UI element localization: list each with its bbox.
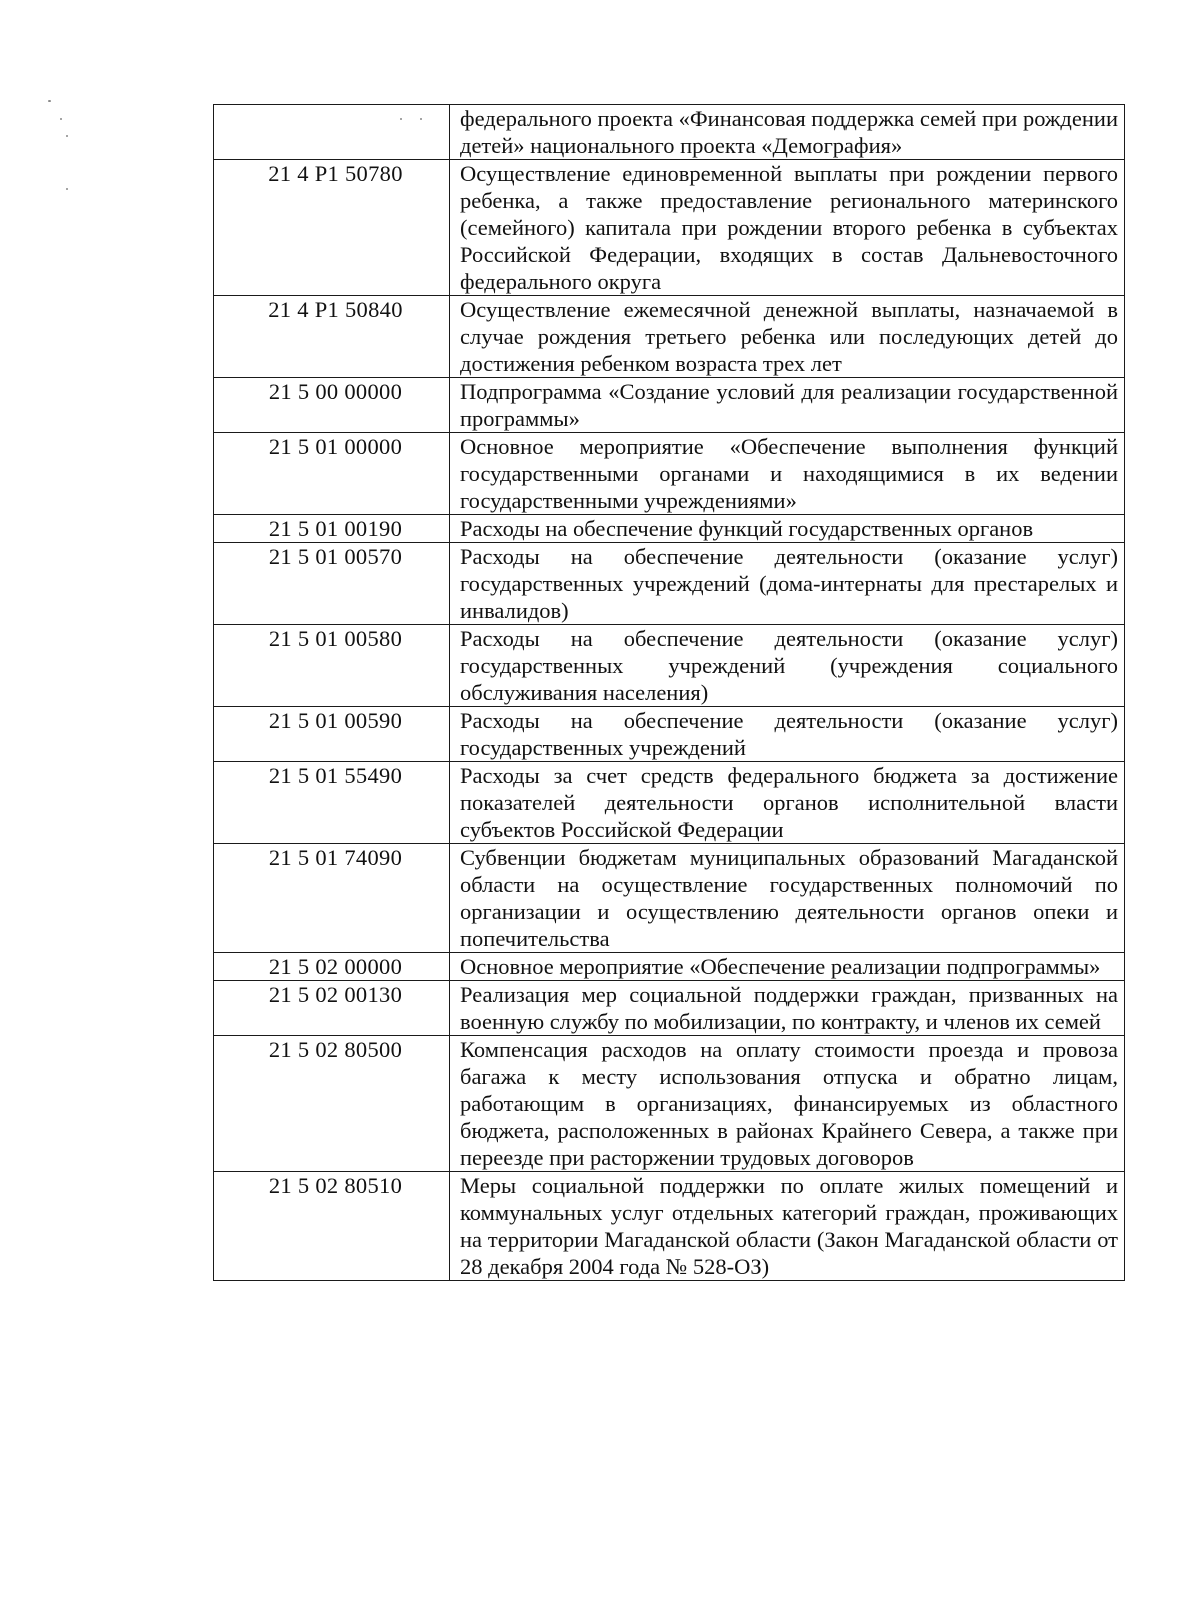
description-cell: Расходы за счет средств федерального бюджета за достижение показателей деятельности органов исполнительной власти субъектов Российской Федерации — [450, 762, 1125, 844]
description-cell: Основное мероприятие «Обеспечение выполнения функций государственными органами и находящимися в их ведении государственными учреждениями» — [450, 433, 1125, 515]
description-cell: Осуществление единовременной выплаты при рождении первого ребенка, а также предоставление регионального материнского (семейного) капитала при рождении второго ребенка в субъектах Российской Федерации, входящих в состав Дальневосточного федерального округа — [450, 160, 1125, 296]
description-cell: Компенсация расходов на оплату стоимости проезда и провоза багажа к месту использования отпуска и обратно лицам, работающим в организациях, финансируемых из областного бюджета, расположенных в районах Крайнего Севера, а также при переезде при расторжении трудовых договоров — [450, 1036, 1125, 1172]
scan-speck — [66, 188, 68, 190]
description-cell: Реализация мер социальной поддержки граждан, призванных на военную службу по мобилизации, по контракту, и членов их семей — [450, 981, 1125, 1036]
description-cell: Расходы на обеспечение деятельности (оказание услуг) государственных учреждений (учреждения социального обслуживания населения) — [450, 625, 1125, 707]
table-row — [214, 543, 1125, 625]
code-cell: 21 4 P1 50780 — [214, 160, 450, 296]
code-cell: 21 5 01 00000 — [214, 433, 450, 515]
code-cell: 21 5 01 00190 — [214, 515, 450, 543]
table-row — [214, 707, 1125, 762]
code-cell: 21 4 P1 50840 — [214, 296, 450, 378]
code-cell: 21 5 02 80510 — [214, 1172, 450, 1281]
scan-speck — [60, 118, 62, 120]
table-row — [214, 953, 1125, 981]
code-cell: 21 5 02 00130 — [214, 981, 450, 1036]
description-cell: федерального проекта «Финансовая поддержка семей при рождении детей» национального проекта «Демография» — [450, 105, 1125, 160]
description-cell: Осуществление ежемесячной денежной выплаты, назначаемой в случае рождения третьего ребенка или последующих детей до достижения ребенком возраста трех лет — [450, 296, 1125, 378]
table-row — [214, 981, 1125, 1036]
description-cell: Расходы на обеспечение деятельности (оказание услуг) государственных учреждений — [450, 707, 1125, 762]
table-row — [214, 433, 1125, 515]
table-row — [214, 378, 1125, 433]
description-cell: Меры социальной поддержки по оплате жилых помещений и коммунальных услуг отдельных категорий граждан, проживающих на территории Магаданской области (Закон Магаданской области от 28 декабря 2004 года № 528-ОЗ) — [450, 1172, 1125, 1281]
code-cell: 21 5 01 55490 — [214, 762, 450, 844]
code-cell: 21 5 02 00000 — [214, 953, 450, 981]
description-cell: Субвенции бюджетам муниципальных образований Магаданской области на осуществление государственных полномочий по организации и осуществлению деятельности органов опеки и попечительства — [450, 844, 1125, 953]
code-cell: 21 5 02 80500 — [214, 1036, 450, 1172]
table-row — [214, 515, 1125, 543]
description-cell: Расходы на обеспечение функций государственных органов — [450, 515, 1125, 543]
description-cell: Основное мероприятие «Обеспечение реализации подпрограммы» — [450, 953, 1125, 981]
table-row — [214, 105, 1125, 160]
description-cell: Подпрограмма «Создание условий для реализации государственной программы» — [450, 378, 1125, 433]
budget-codes-table — [213, 104, 1125, 1281]
scan-speck — [66, 135, 68, 137]
code-cell: 21 5 00 00000 — [214, 378, 450, 433]
code-cell: 21 5 01 74090 — [214, 844, 450, 953]
code-cell: 21 5 01 00580 — [214, 625, 450, 707]
table-row — [214, 625, 1125, 707]
table-row — [214, 1036, 1125, 1172]
table-row — [214, 160, 1125, 296]
table-row — [214, 762, 1125, 844]
table-row — [214, 844, 1125, 953]
code-cell: 21 5 01 00590 — [214, 707, 450, 762]
code-cell — [214, 105, 450, 160]
code-cell: 21 5 01 00570 — [214, 543, 450, 625]
table-row — [214, 296, 1125, 378]
table-row — [214, 1172, 1125, 1281]
description-cell: Расходы на обеспечение деятельности (оказание услуг) государственных учреждений (дома-интернаты для престарелых и инвалидов) — [450, 543, 1125, 625]
scan-speck — [48, 100, 51, 102]
